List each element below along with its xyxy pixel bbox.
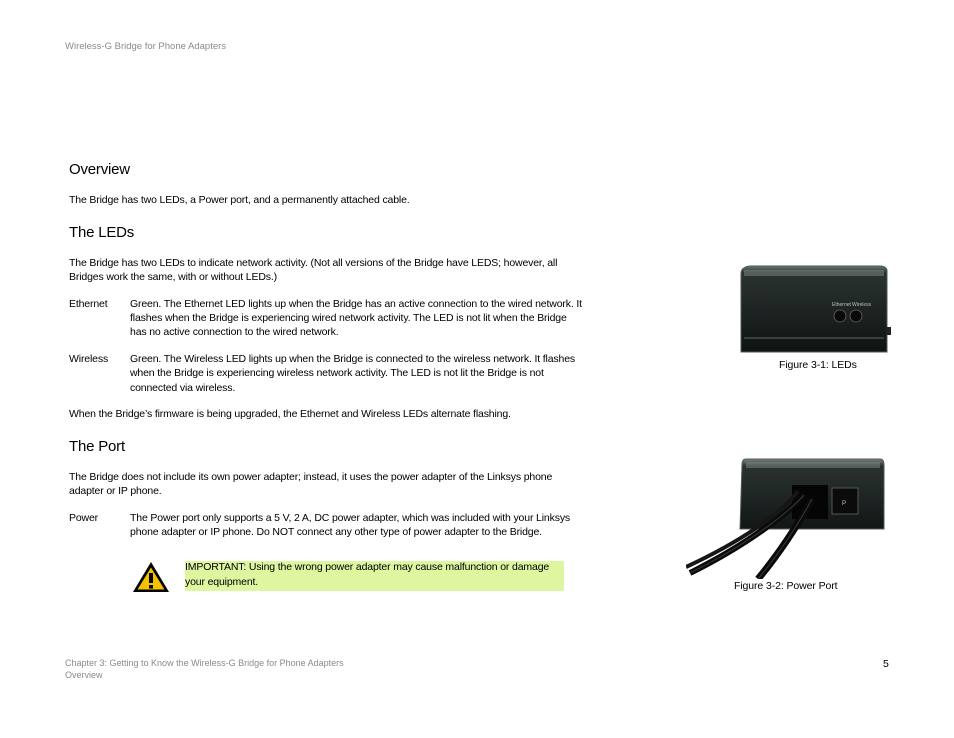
power-def-line1: The Power port only supports a 5 V, 2 A, DC power adapter, which was included with your Linksys xyxy=(130,512,571,524)
port-intro-line1: The Bridge does not include its own power adapter; instead, it uses the power adapter of the Linksys phone xyxy=(69,471,553,483)
wireless-term: Wireless xyxy=(69,353,109,365)
ethernet-def-line3: has no active connection to the wired network. xyxy=(130,326,339,338)
firmware-note: When the Bridge’s firmware is being upgraded, the Ethernet and Wireless LEDs alternate flashing. xyxy=(69,408,511,420)
running-header: Wireless-G Bridge for Phone Adapters xyxy=(65,41,227,52)
led-label-wireless: Wireless xyxy=(852,302,872,308)
port-intro-line2: adapter or IP phone. xyxy=(69,485,162,497)
wireless-def-line3: connected via wireless. xyxy=(130,382,236,394)
leds-heading: The LEDs xyxy=(69,224,135,241)
bridge-leds-photo xyxy=(738,264,898,356)
ethernet-def-line1: Green. The Ethernet LED lights up when the Bridge has an active connection to the wired network. It xyxy=(130,298,582,310)
port-heading: The Port xyxy=(69,438,125,455)
warning-icon xyxy=(131,560,171,594)
figure-2-caption: Figure 3-2: Power Port xyxy=(734,580,838,592)
footer-chapter: Chapter 3: Getting to Know the Wireless-G Bridge for Phone Adapters xyxy=(65,658,344,668)
overview-text: The Bridge has two LEDs, a Power port, and a permanently attached cable. xyxy=(69,194,410,206)
wireless-def-line1: Green. The Wireless LED lights up when the Bridge is connected to the wireless network. It flashes xyxy=(130,353,575,365)
led-label-ethernet: Ethernet xyxy=(832,302,851,308)
power-term: Power xyxy=(69,512,99,524)
overview-heading: Overview xyxy=(69,161,130,178)
wireless-def-line2: when the Bridge is experiencing wireless network activity. The LED is not lit the Bridge is not xyxy=(130,367,544,379)
page-number: 5 xyxy=(883,658,889,670)
footer-section: Overview xyxy=(65,670,103,680)
important-note-line2: your equipment. xyxy=(185,576,259,588)
important-note xyxy=(185,560,564,590)
figure-1-caption: Figure 3-1: LEDs xyxy=(779,359,857,371)
ethernet-term: Ethernet xyxy=(69,298,108,310)
power-def-line2: phone adapter or IP phone. Do NOT connect any other type of power adapter to the Bridge. xyxy=(130,526,542,538)
power-port-photo xyxy=(686,455,890,579)
leds-intro-line1: The Bridge has two LEDs to indicate network activity. (Not all versions of the Bridge have LEDS; however, all xyxy=(69,257,558,269)
power-port-label: P xyxy=(842,501,847,507)
ethernet-def-line2: flashes when the Bridge is experiencing wired network activity. The LED is not lit when the Bridge xyxy=(130,312,567,324)
important-note-line1: IMPORTANT: Using the wrong power adapter may cause malfunction or damage xyxy=(185,561,550,573)
leds-intro-line2: Bridges work the same, with or without LEDs.) xyxy=(69,271,277,283)
